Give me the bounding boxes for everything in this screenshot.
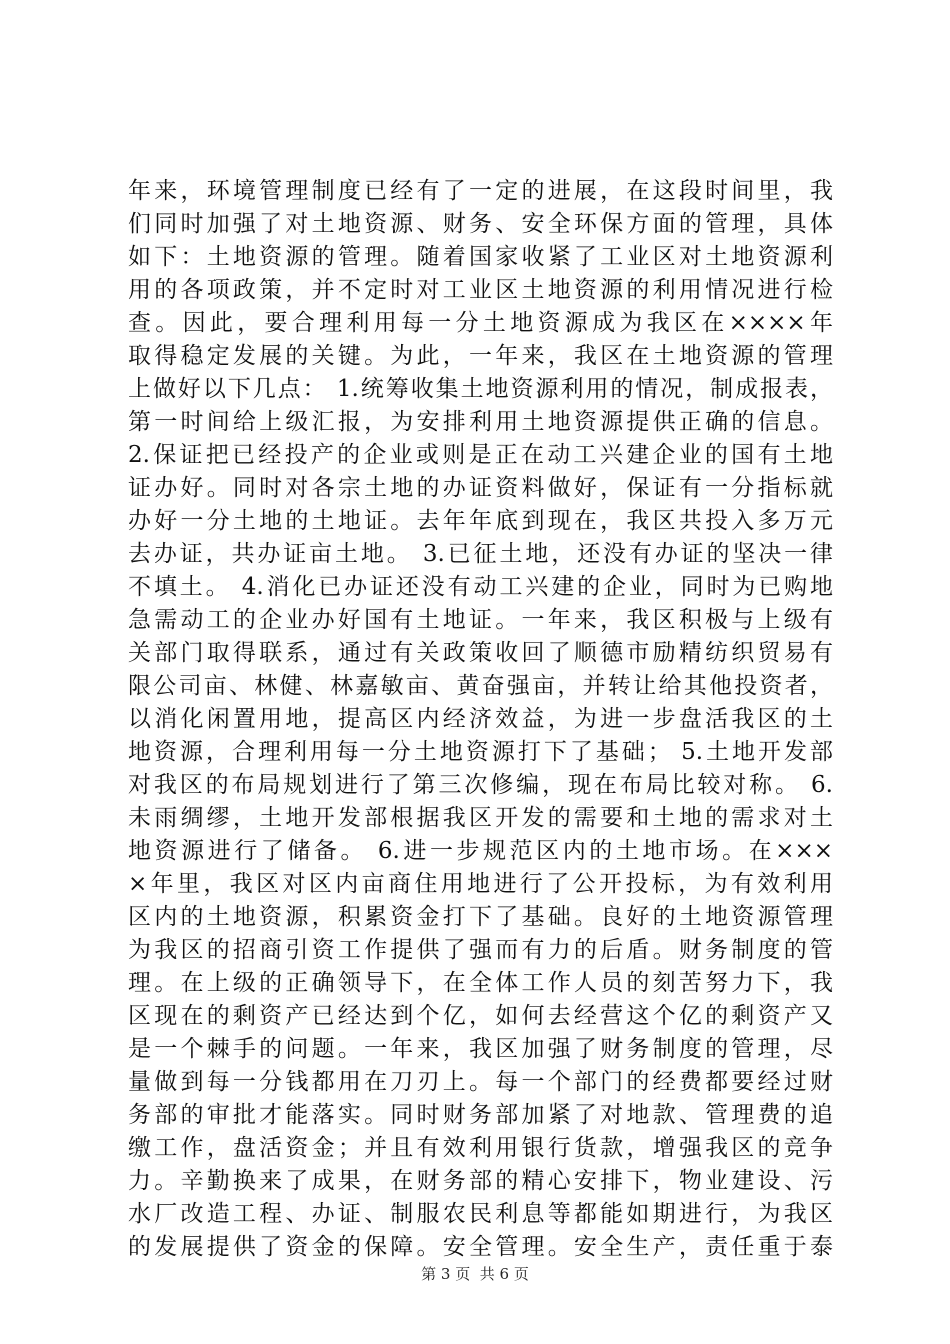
text-line: 限公司亩、林健、林嘉敏亩、黄奋强亩，并转让给其他投资者， <box>128 673 833 699</box>
text-line: 量做到每一分钱都用在刀刃上。每一个部门的经费都要经过财 <box>128 1069 833 1095</box>
text-line: 上做好以下几点： 1.统筹收集土地资源利用的情况，制成报表， <box>128 376 833 402</box>
text-line: 以消化闲置用地，提高区内经济效益，为进一步盘活我区的土 <box>128 706 833 732</box>
text-line: 区内的土地资源，积累资金打下了基础。良好的土地资源管理 <box>128 904 833 930</box>
text-line: 为我区的招商引资工作提供了强而有力的后盾。财务制度的管 <box>128 937 833 963</box>
text-line: 取得稳定发展的关键。为此，一年来，我区在土地资源的管理 <box>128 343 833 369</box>
page-footer: 第 3 页 共 6 页 <box>421 1265 529 1283</box>
text-line: ×年里，我区对区内亩商住用地进行了公开投标，为有效利用 <box>128 871 833 897</box>
text-line: 的发展提供了资金的保障。安全管理。安全生产，责任重于泰 <box>128 1234 833 1260</box>
text-line: 是一个棘手的问题。一年来，我区加强了财务制度的管理，尽 <box>128 1036 833 1062</box>
text-line: 区现在的剩资产已经达到个亿，如何去经营这个亿的剩资产又 <box>128 1003 833 1029</box>
text-line: 第一时间给上级汇报，为安排利用土地资源提供正确的信息。 <box>128 409 833 435</box>
text-line: 查。因此，要合理利用每一分土地资源成为我区在××××年 <box>128 310 833 336</box>
text-line: 务部的审批才能落实。同时财务部加紧了对地款、管理费的追 <box>128 1102 833 1128</box>
text-line: 理。在上级的正确领导下，在全体工作人员的刻苦努力下，我 <box>128 970 833 996</box>
text-line: 年来，环境管理制度已经有了一定的进展，在这段时间里，我 <box>128 178 833 204</box>
text-line: 地资源，合理利用每一分土地资源打下了基础； 5.土地开发部 <box>128 739 833 765</box>
text-line: 对我区的布局规划进行了第三次修编，现在布局比较对称。 6. <box>128 772 833 798</box>
text-line: 未雨绸缪，土地开发部根据我区开发的需要和土地的需求对土 <box>128 805 833 831</box>
text-line: 2.保证把已经投产的企业或则是正在动工兴建企业的国有土地 <box>128 442 833 468</box>
text-line: 不填土。 4.消化已办证还没有动工兴建的企业，同时为已购地 <box>128 574 833 600</box>
text-line: 缴工作，盘活资金；并且有效利用银行货款，增强我区的竞争 <box>128 1135 833 1161</box>
text-line: 证办好。同时对各宗土地的办证资料做好，保证有一分指标就 <box>128 475 833 501</box>
body-text <box>128 175 833 1264</box>
text-line: 水厂改造工程、办证、制服农民利息等都能如期进行，为我区 <box>128 1201 833 1227</box>
text-line: 去办证，共办证亩土地。 3.已征土地，还没有办证的坚决一律 <box>128 541 833 567</box>
text-line: 关部门取得联系，通过有关政策收回了顺德市励精纺织贸易有 <box>128 640 833 666</box>
text-line: 用的各项政策，并不定时对工业区土地资源的利用情况进行检 <box>128 277 833 303</box>
text-line: 地资源进行了储备。 6.进一步规范区内的土地市场。在××× <box>128 838 833 864</box>
text-line: 如下：土地资源的管理。随着国家收紧了工业区对土地资源利 <box>128 244 833 270</box>
text-line: 们同时加强了对土地资源、财务、安全环保方面的管理，具体 <box>128 211 833 237</box>
text-line: 办好一分土地的土地证。去年年底到现在，我区共投入多万元 <box>128 508 833 534</box>
text-line: 力。辛勤换来了成果，在财务部的精心安排下，物业建设、污 <box>128 1168 833 1194</box>
text-line: 急需动工的企业办好国有土地证。一年来，我区积极与上级有 <box>128 607 833 633</box>
